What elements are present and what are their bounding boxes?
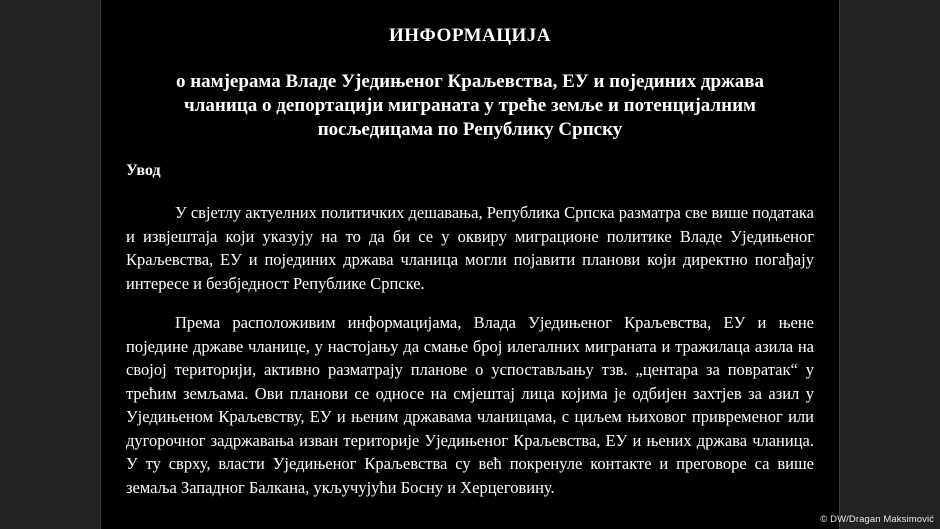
document-page: [100, 0, 840, 529]
section-heading: Увод: [126, 162, 161, 179]
document-subtitle: о намјерама Владе Уједињеног Краљевства, ЕУ и појединих држава чланица о депортацији миграната у треће земље и потенцијалним посљедицама по Републику Српску: [175, 71, 765, 140]
photo-credit: © DW/Dragan Maksimović: [820, 514, 934, 525]
paragraph: У свјетлу актуелних политичких дешавања, Република Српска разматра све више података и извјештаја који указују на то да би се у оквиру миграционе политике Владе Уједињеног Краљевства, ЕУ и појединих држава чланица могли појавити планови који директно погађају интересе и безбједност Републике Српске.: [126, 203, 814, 293]
paragraph: Према расположивим информацијама, Влада Уједињеног Краљевства, ЕУ и њене поједине државе чланице, у настојању да смање број илегалних миграната и тражилаца азила на својој територији, активно разматрају планове о успостављању тзв. „центара за повратак“ у трећим земљама. Ови планови се односе на смјештај лица којима је одбијен захтјев за азил у Уједињеном Краљевству, ЕУ и њеним државама чланицама, с циљем њиховог привременог или дугорочног задржавања изван територије Уједињеног Краљевства, ЕУ и њених држава чланица. У ту сврху, власти Уједињеног Краљевства су већ покренуле контакте и преговоре са више земаља Западног Балкана, укључујући Босну и Херцеговину.: [126, 313, 814, 497]
document-title: ИНФОРМАЦИЈА: [388, 25, 552, 46]
